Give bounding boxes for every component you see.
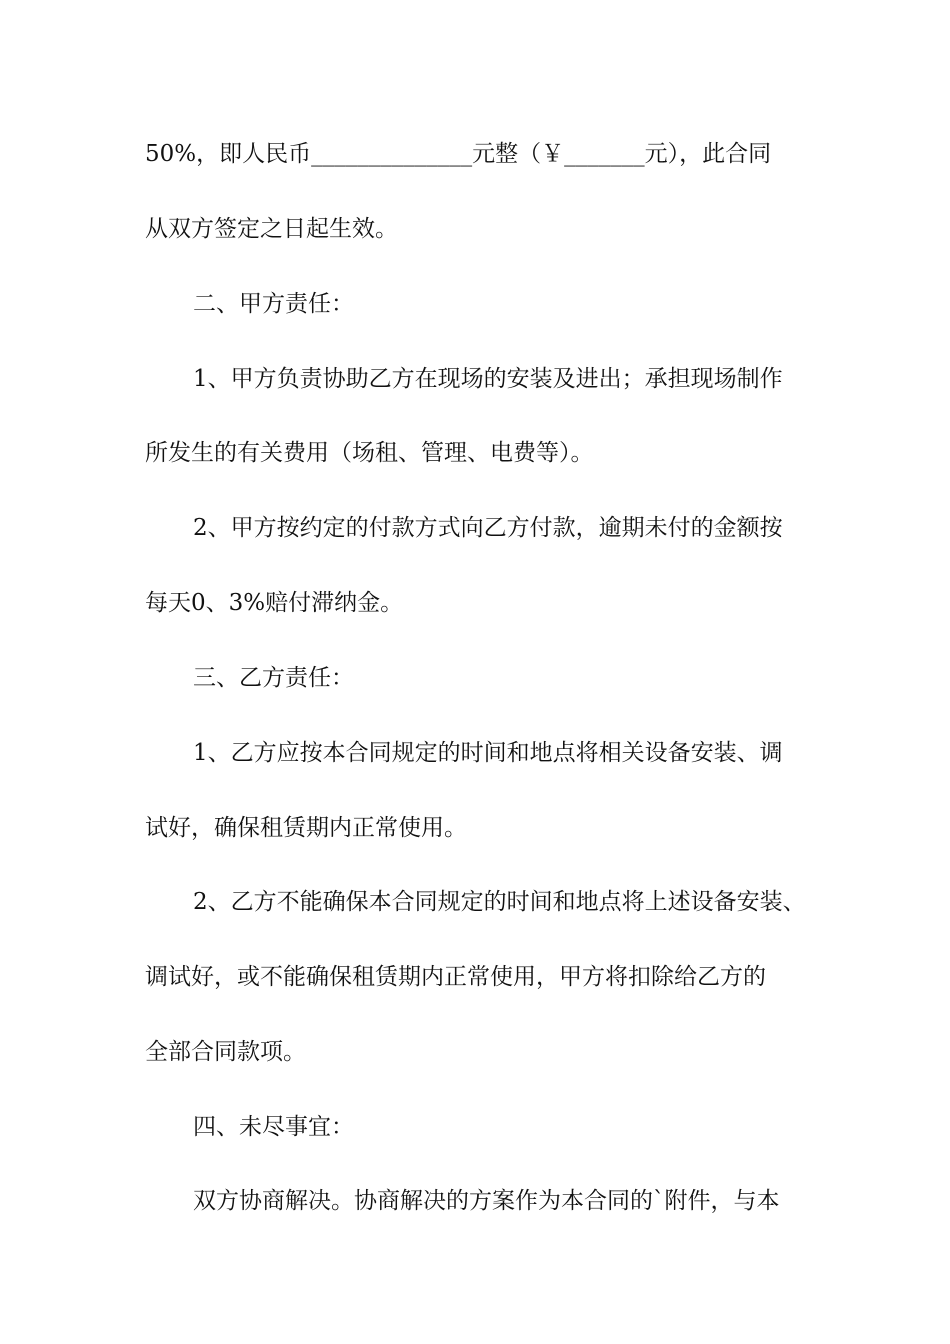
text-line-party-a-item-2: 2、甲方按约定的付款方式向乙方付款，逾期未付的金额按: [193, 515, 783, 541]
text-line-party-b-item-2-cont: 调试好，或不能确保租赁期内正常使用，甲方将扣除给乙方的: [145, 964, 766, 990]
text-line-other-matters: 双方协商解决。协商解决的方案作为本合同的`附件，与本: [193, 1188, 780, 1214]
section-heading-party-b: 三、乙方责任：: [193, 665, 354, 691]
section-heading-other-matters: 四、未尽事宜：: [193, 1114, 354, 1140]
text-line-party-a-item-1: 1、甲方负责协助乙方在现场的安装及进出；承担现场制作: [193, 366, 783, 392]
text-line-party-b-item-1: 1、乙方应按本合同规定的时间和地点将相关设备安装、调: [193, 740, 783, 766]
text-line-effective: 从双方签定之日起生效。: [145, 216, 398, 242]
text-line-party-a-item-1-cont: 所发生的有关费用（场租、管理、电费等）。: [145, 440, 594, 466]
text-line-party-b-item-2: 2、乙方不能确保本合同规定的时间和地点将上述设备安装、: [193, 889, 806, 915]
text-line-party-b-item-1-cont: 试好，确保租赁期内正常使用。: [145, 815, 467, 841]
text-line-payment-amount: 50%，即人民币______________元整（￥_______元），此合同: [145, 141, 772, 167]
section-heading-party-a: 二、甲方责任：: [193, 291, 354, 317]
text-line-party-a-item-2-cont: 每天0、3%赔付滞纳金。: [145, 590, 404, 616]
text-line-party-b-item-2-end: 全部合同款项。: [145, 1039, 306, 1065]
